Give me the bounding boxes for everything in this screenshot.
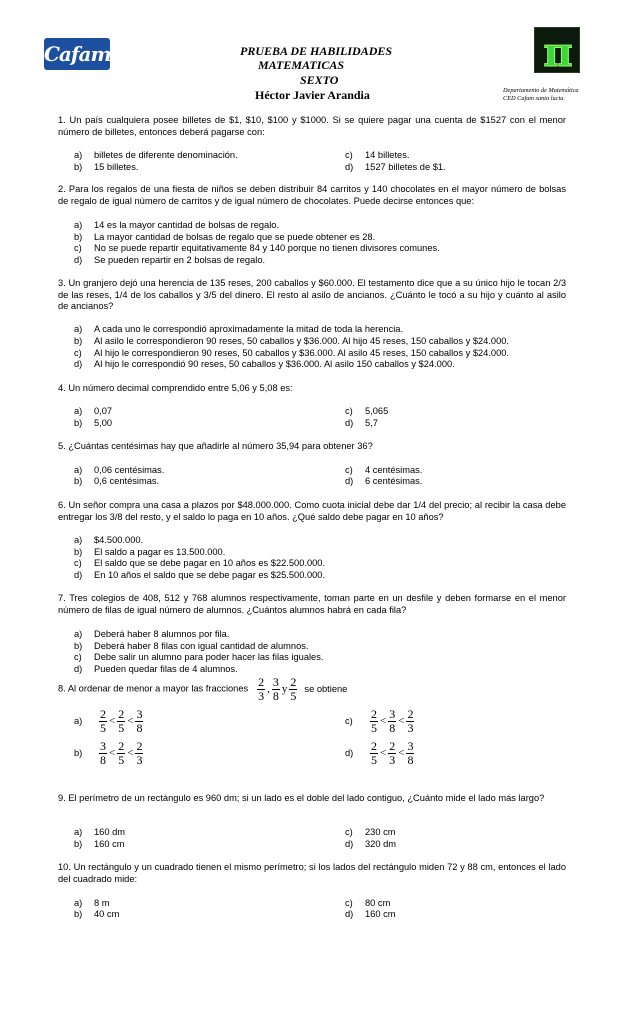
q8-fraction-3: $\frac{2}{5}$ — [290, 675, 297, 703]
q7-option-d: d) Pueden quedar filas de 4 alumnos. — [74, 664, 238, 674]
q6-option-a: a) $4.500.000. — [74, 535, 144, 545]
frac: $\frac{2}{5}$ — [100, 707, 106, 735]
frac: $\frac{2}{5}$ — [371, 707, 377, 735]
q8-fraction-2: $\frac{3}{8}$ — [272, 675, 279, 703]
question-2: 2. Para los regalos de una fiesta de niños se deben distribuir 84 carritos y 140 chocolates en el mayor número de bolsas de regalo de igual número de carritos y de igual número de chocolates. Puede decirse entonces que: — [58, 184, 566, 206]
frac: $\frac{3}{8}$ — [100, 739, 106, 767]
subject-title: MATEMATICAS — [258, 58, 345, 72]
q9-option-b: b) 160 cm — [74, 839, 125, 849]
frac: $\frac{2}{5}$ — [118, 707, 125, 735]
q1-option-d: d) 1527 billetes de $1. — [345, 162, 446, 172]
q5-option-d: d) 6 centésimas. — [345, 476, 423, 486]
q8-option-d: d) $\frac{2}{5}$ < $\frac{2}{3}$ < $\frac{3}{8}$ — [345, 739, 414, 767]
q10-option-c: c) 80 cm — [345, 898, 391, 908]
q3-option-d: d) Al hijo le correspondió 90 reses, 50 caballos y $36.000. Al asilo 150 caballos y $24.000. — [74, 359, 455, 369]
q2-option-c: c) No se puede repartir equitativamente 84 y 140 porque no tienen divisores comunes. — [74, 243, 440, 253]
q9-option-c: c) 230 cm — [345, 827, 396, 837]
question-7: 7. Tres colegios de 408, 512 y 768 alumnos respectivamente, toman parte en un desfile y deben formarse en el menor número de filas de igual número de alumnos. ¿Cuántos alumnos habrá en cada fila? — [58, 593, 566, 615]
q1-option-b: b) 15 billetes. — [74, 162, 139, 172]
q5-option-c: c) 4 centésimas. — [345, 465, 423, 475]
q7-option-a: a) Deberá haber 8 alumnos por fila. — [74, 629, 230, 639]
q2-option-a: a) 14 es la mayor cantidad de bolsas de regalo. — [74, 220, 280, 230]
question-5: 5. ¿Cuántas centésimas hay que añadirle al número 35,94 para obtener 36? — [58, 441, 373, 451]
question-1: 1. Un país cualquiera posee billetes de $1, $10, $100 y $1000. Si se quiere pagar una cuenta de $1527 con el menor número de billetes, entonces deberá pagarse con: — [58, 115, 566, 137]
question-10: 10. Un rectángulo y un cuadrado tienen el mismo perímetro; si los lados del rectángulo miden 72 y 88 cm, entonces el lado del cuadrado mide: — [58, 862, 566, 884]
frac: $\frac{2}{5}$ — [118, 739, 125, 767]
pi-logo — [534, 27, 580, 73]
question-8: 8. Al ordenar de menor a mayor las fracciones $\frac{2}{3}$ , $\frac{3}{8}$ y $\frac{2}{5}$ se obtiene — [58, 675, 348, 703]
cafam-logo: Cafam — [44, 38, 110, 70]
q8-option-a: a) $\frac{2}{5}$ < $\frac{2}{5}$ < $\frac{3}{8}$ — [74, 707, 143, 735]
frac: $\frac{2}{3}$ — [407, 707, 414, 735]
q10-option-d: d) 160 cm — [345, 909, 396, 919]
q6-option-c: c) El saldo que se debe pagar en 10 años es $22.500.000. — [74, 558, 326, 568]
q4-option-a: a) 0,07 — [74, 406, 113, 416]
q4-option-b: b) 5,00 — [74, 418, 113, 428]
q6-option-d: d) En 10 años el saldo que se debe pagar es $25.500.000. — [74, 570, 326, 580]
frac: $\frac{3}{8}$ — [407, 739, 414, 767]
frac: $\frac{2}{5}$ — [371, 739, 377, 767]
q2-option-b: b) La mayor cantidad de bolsas de regalo que se puede obtener es 28. — [74, 232, 376, 242]
q3-option-b: b) Al asilo le correspondieron 90 reses, 50 caballos y $36.000. Al hijo 45 reses, 150 caballos y $24.000. — [74, 336, 510, 346]
q8-option-c: c) $\frac{2}{5}$ < $\frac{3}{8}$ < $\frac{2}{3}$ — [345, 707, 414, 735]
q10-option-a: a) 8 m — [74, 898, 110, 908]
q8-text-after: se obtiene — [304, 683, 348, 694]
q8-fraction-1: $\frac{2}{3}$ — [258, 675, 265, 703]
q3-option-a: a) A cada uno le correspondió aproximadamente la mitad de toda la herencia. — [74, 324, 404, 334]
q5-option-a: a) 0,06 centésimas. — [74, 465, 165, 475]
q9-option-a: a) 160 dm — [74, 827, 126, 837]
pi-icon — [535, 28, 581, 74]
q5-option-b: b) 0,6 centésimas. — [74, 476, 160, 486]
q9-option-d: d) 320 dm — [345, 839, 397, 849]
q7-option-c: c) Debe salir un alumno para poder hacer las filas iguales. — [74, 652, 324, 662]
q8-text-before: 8. Al ordenar de menor a mayor las fracciones — [58, 683, 249, 694]
department-line-2: CED Cafam santa lucia. — [503, 95, 565, 102]
q10-option-b: b) 40 cm — [74, 909, 120, 919]
question-3: 3. Un granjero dejó una herencia de 135 reses, 200 caballos y $60.000. El testamento dice que a su único hijo le tocan 2/3 de las reses, 1/4 de los caballos y 3/5 del dinero. El resto al asilo de ancianos. ¿Cuánto le tocó a su hijo y cuánto al asilo de ancianos? — [58, 278, 566, 312]
author-name: Héctor Javier Arandia — [255, 88, 370, 102]
test-title: PRUEBA DE HABILIDADES — [240, 44, 393, 58]
question-6: 6. Un señor compra una casa a plazos por $48.000.000. Como cuota inicial debe dar 1/4 del precio; al recibir la casa debe entregar los 3/8 del resto, y el saldo lo paga en 10 años. ¿Qué saldo debe pagar en 10 años? — [58, 500, 566, 522]
question-4: 4. Un número decimal comprendido entre 5,06 y 5,08 es: — [58, 383, 293, 393]
frac: $\frac{3}{8}$ — [136, 707, 143, 735]
question-9: 9. El perímetro de un rectángulo es 960 dm; si un lado es el doble del lado contiguo, ¿Cuánto mide el lado más largo? — [58, 793, 545, 803]
department-line-1: Departamento de Matemática — [503, 87, 579, 94]
pi-glyph: π — [543, 29, 573, 74]
q4-option-d: d) 5,7 — [345, 418, 378, 428]
q8-option-b: b) $\frac{3}{8}$ < $\frac{2}{5}$ < $\frac{2}{3}$ — [74, 739, 143, 767]
q2-option-d: d) Se pueden repartir en 2 bolsas de regalo. — [74, 255, 266, 265]
q4-option-c: c) 5,065 — [345, 406, 389, 416]
q1-option-c: c) 14 billetes. — [345, 150, 410, 160]
frac: $\frac{2}{3}$ — [389, 739, 396, 767]
q6-option-b: b) El saldo a pagar es 13.500.000. — [74, 547, 226, 557]
frac: $\frac{2}{3}$ — [136, 739, 143, 767]
q1-option-a: a) billetes de diferente denominación. — [74, 150, 238, 160]
q7-option-b: b) Deberá haber 8 filas con igual cantidad de alumnos. — [74, 641, 309, 651]
frac: $\frac{3}{8}$ — [389, 707, 396, 735]
grade-title: SEXTO — [300, 73, 339, 87]
q3-option-c: c) Al hijo le correspondieron 90 reses, 50 caballos y $36.000. Al asilo 45 reses, 150 caballos y $24.000. — [74, 348, 510, 358]
